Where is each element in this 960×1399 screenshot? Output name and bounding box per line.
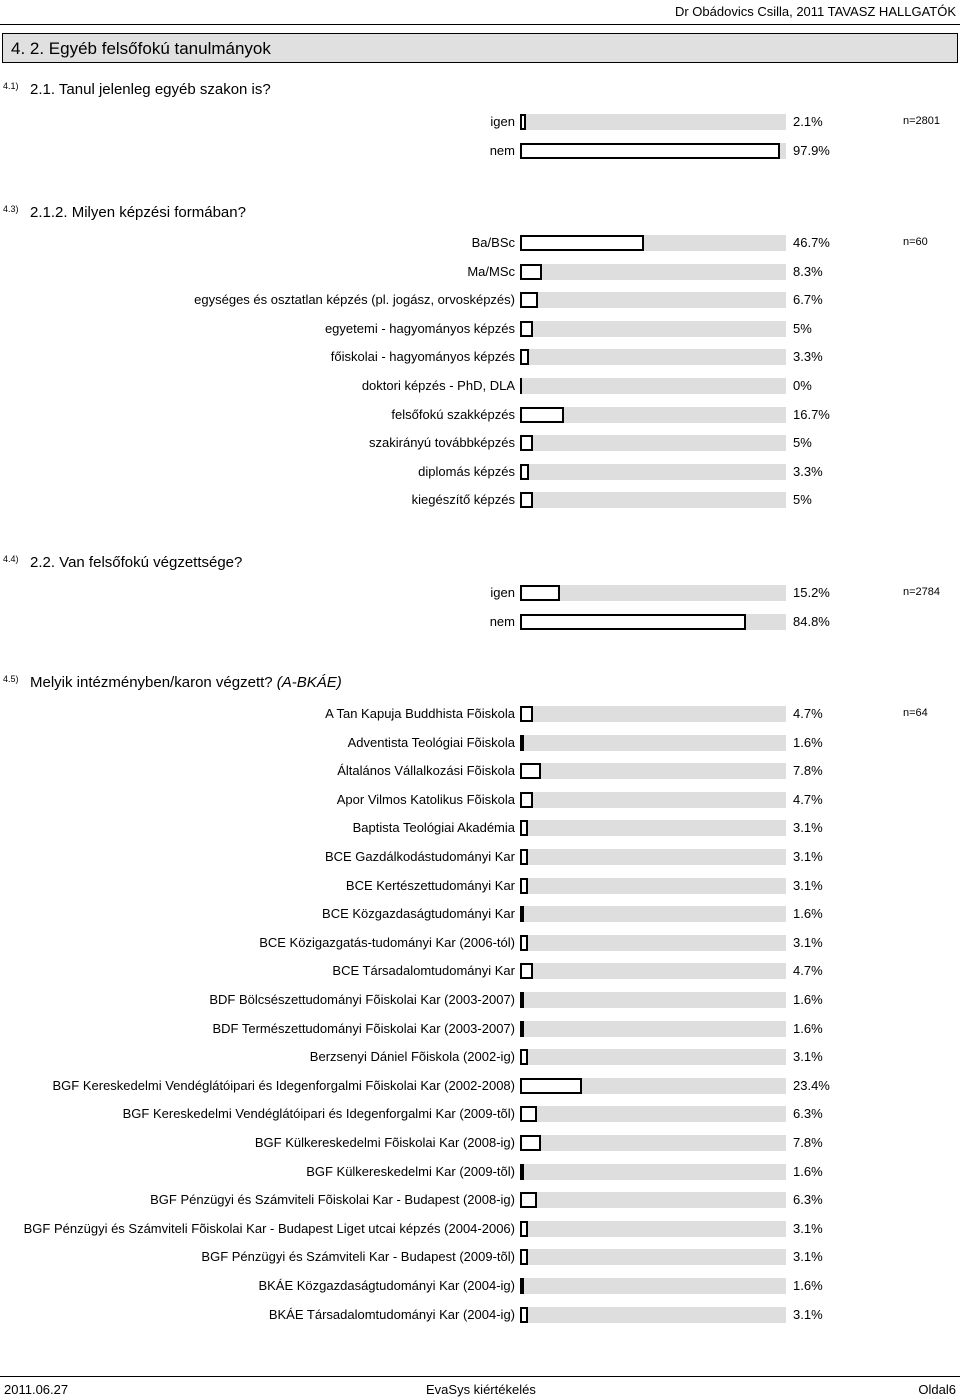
bar-track	[520, 1249, 786, 1265]
answer-label: diplomás képzés	[418, 464, 515, 479]
answer-label: egyetemi - hagyományos képzés	[324, 321, 515, 336]
answer-percent: 3.1%	[793, 1221, 823, 1236]
answer-label: Ma/MSc	[467, 264, 515, 279]
answer-percent: 15.2%	[793, 585, 830, 600]
bar-fill	[520, 706, 533, 722]
bar-fill	[520, 407, 564, 423]
bar-track	[520, 292, 786, 308]
answer-label: Adventista Teológiai Fõiskola	[347, 735, 515, 750]
bar-track	[520, 935, 786, 951]
respondent-count: n=2784	[903, 586, 941, 598]
bar-track	[520, 906, 786, 922]
question-title-text: 2.1.2. Milyen képzési formában?	[30, 204, 246, 221]
answer-percent: 1.6%	[793, 1164, 823, 1179]
answer-percent: 1.6%	[793, 1278, 823, 1293]
bar-track	[520, 435, 786, 451]
bar-track	[520, 1135, 786, 1151]
bar-fill	[520, 614, 746, 630]
bar-fill	[520, 1278, 524, 1294]
bar-fill	[520, 763, 541, 779]
bar-track	[520, 464, 786, 480]
bar-track	[520, 1278, 786, 1294]
bar-track	[520, 1021, 786, 1037]
bar-fill	[520, 992, 524, 1008]
answer-label: BDF Természettudományi Fõiskolai Kar (2003-2007)	[212, 1021, 515, 1036]
footer-page: Oldal6	[918, 1382, 956, 1397]
answer-label: BKÁE Közgazdaságtudományi Kar (2004-ig)	[258, 1278, 515, 1293]
answer-label: BGF Pénzügyi és Számviteli Kar - Budapest (2009-tõl)	[201, 1249, 515, 1264]
bar-track	[520, 1078, 786, 1094]
answer-percent: 6.3%	[793, 1106, 823, 1121]
answer-percent: 1.6%	[793, 1021, 823, 1036]
bar-fill	[520, 321, 533, 337]
answer-label: BKÁE Társadalomtudományi Kar (2004-ig)	[268, 1307, 515, 1322]
bar-track	[520, 378, 786, 394]
question-title	[30, 204, 246, 221]
answer-label: BCE Társadalomtudományi Kar	[332, 963, 515, 978]
bar-track	[520, 849, 786, 865]
bar-track	[520, 143, 786, 159]
answer-percent: 5%	[793, 321, 812, 336]
answer-percent: 2.1%	[793, 114, 823, 129]
bar-fill	[520, 1221, 528, 1237]
answer-percent: 3.1%	[793, 935, 823, 950]
answer-percent: 1.6%	[793, 992, 823, 1007]
answer-label: A Tan Kapuja Buddhista Fõiskola	[325, 706, 515, 721]
bar-fill	[520, 878, 528, 894]
answer-label: Baptista Teológiai Akadémia	[352, 820, 515, 835]
answer-label: nem	[489, 614, 515, 629]
bar-fill	[520, 349, 529, 365]
bar-track	[520, 114, 786, 130]
bar-fill	[520, 792, 533, 808]
answer-label: Általános Vállalkozási Fõiskola	[337, 763, 515, 778]
answer-label: Ba/BSc	[471, 235, 515, 250]
answer-percent: 3.1%	[793, 1307, 823, 1322]
answer-label: szakirányú továbbképzés	[369, 435, 515, 450]
answer-label: nem	[489, 143, 515, 158]
bar-track	[520, 235, 786, 251]
bar-fill	[520, 1135, 541, 1151]
answer-percent: 7.8%	[793, 763, 823, 778]
answer-label: kiegészítő képzés	[411, 492, 515, 507]
answer-percent: 3.3%	[793, 349, 823, 364]
answer-percent: 4.7%	[793, 706, 823, 721]
bar-track	[520, 1049, 786, 1065]
bar-track	[520, 1221, 786, 1237]
answer-label: BDF Bölcsészettudományi Fõiskolai Kar (2003-2007)	[209, 992, 515, 1007]
answer-label: főiskolai - hagyományos képzés	[330, 349, 515, 364]
section-header	[2, 33, 958, 63]
section-title: 4. 2. Egyéb felsőfokú tanulmányok	[11, 39, 271, 58]
answer-percent: 97.9%	[793, 143, 830, 158]
bar-fill	[520, 492, 533, 508]
answer-percent: 46.7%	[793, 235, 830, 250]
bar-fill	[520, 1307, 528, 1323]
question-number: 4.1)	[3, 81, 19, 91]
answer-percent: 84.8%	[793, 614, 830, 629]
bar-fill	[520, 1049, 528, 1065]
answer-percent: 4.7%	[793, 792, 823, 807]
bar-fill	[520, 1164, 524, 1180]
bar-fill	[520, 292, 538, 308]
bar-track	[520, 963, 786, 979]
answer-label: doktori képzés - PhD, DLA	[361, 378, 515, 393]
question-title-text: Melyik intézményben/karon végzett?	[30, 674, 273, 691]
footer-date: 2011.06.27	[4, 1382, 69, 1397]
answer-label: igen	[490, 114, 515, 129]
answer-label: BCE Kertészettudományi Kar	[345, 878, 515, 893]
bar-fill	[520, 585, 560, 601]
bar-track	[520, 321, 786, 337]
answer-label: BGF Pénzügyi és Számviteli Fõiskolai Kar - Budapest (2008-ig)	[150, 1192, 515, 1207]
bar-fill	[520, 735, 524, 751]
bar-track	[520, 614, 786, 630]
bar-fill	[520, 264, 542, 280]
bar-track	[520, 349, 786, 365]
respondent-count: n=60	[903, 236, 928, 248]
bar-fill	[520, 963, 533, 979]
bar-track	[520, 792, 786, 808]
bar-fill	[520, 849, 528, 865]
bar-fill	[520, 114, 526, 130]
bar-fill	[520, 820, 528, 836]
answer-percent: 3.1%	[793, 1049, 823, 1064]
question-title-italic: (A-BKÁE)	[276, 674, 342, 691]
answer-label: BCE Közgazdaságtudományi Kar	[322, 906, 515, 921]
bar-track	[520, 763, 786, 779]
answer-percent: 7.8%	[793, 1135, 823, 1150]
report-author: Dr Obádovics Csilla, 2011 TAVASZ HALLGATÓK	[674, 4, 956, 19]
answer-percent: 3.3%	[793, 464, 823, 479]
question-title	[30, 554, 242, 571]
bar-track	[520, 1192, 786, 1208]
bar-fill	[520, 235, 644, 251]
answer-percent: 3.1%	[793, 1249, 823, 1264]
answer-label: felsőfokú szakképzés	[391, 407, 515, 422]
bar-track	[520, 878, 786, 894]
bar-track	[520, 706, 786, 722]
answer-percent: 1.6%	[793, 735, 823, 750]
answer-percent: 6.3%	[793, 1192, 823, 1207]
bar-track	[520, 1106, 786, 1122]
answer-percent: 8.3%	[793, 264, 823, 279]
footer-center: EvaSys kiértékelés	[426, 1382, 536, 1397]
answer-percent: 6.7%	[793, 292, 823, 307]
answer-label: BGF Külkereskedelmi Fõiskolai Kar (2008-ig)	[254, 1135, 515, 1150]
answer-label: BGF Pénzügyi és Számviteli Fõiskolai Kar - Budapest Liget utcai képzés (2004-2006)	[23, 1221, 515, 1236]
bar-fill	[520, 906, 524, 922]
answer-percent: 23.4%	[793, 1078, 830, 1093]
bar-track	[520, 992, 786, 1008]
bar-track	[520, 1164, 786, 1180]
bar-track	[520, 1307, 786, 1323]
answer-percent: 3.1%	[793, 849, 823, 864]
answer-label: BGF Kereskedelmi Vendéglátóipari és Idegenforgalmi Fõiskolai Kar (2002-2008)	[52, 1078, 515, 1093]
answer-label: igen	[490, 585, 515, 600]
bar-fill	[520, 1021, 524, 1037]
answer-label: Berzsenyi Dániel Fõiskola (2002-ig)	[309, 1049, 515, 1064]
answer-percent: 5%	[793, 435, 812, 450]
bar-track	[520, 264, 786, 280]
answer-percent: 5%	[793, 492, 812, 507]
answer-label: BCE Közigazgatás-tudományi Kar (2006-tól)	[259, 935, 515, 950]
answer-percent: 16.7%	[793, 407, 830, 422]
answer-percent: 3.1%	[793, 878, 823, 893]
bar-track	[520, 735, 786, 751]
question-number: 4.5)	[3, 674, 19, 684]
answer-label: BCE Gazdálkodástudományi Kar	[324, 849, 515, 864]
question-number: 4.4)	[3, 554, 19, 564]
bar-fill	[520, 1078, 582, 1094]
question-title	[30, 81, 271, 98]
answer-label: Apor Vilmos Katolikus Fõiskola	[336, 792, 515, 807]
bar-fill	[520, 464, 529, 480]
bar-track	[520, 492, 786, 508]
answer-percent: 1.6%	[793, 906, 823, 921]
bar-fill	[520, 1106, 537, 1122]
bar-fill	[520, 143, 780, 159]
bar-track	[520, 820, 786, 836]
bar-fill	[520, 935, 528, 951]
answer-label: BGF Kereskedelmi Vendéglátóipari és Idegenforgalmi Kar (2009-tõl)	[122, 1106, 515, 1121]
answer-percent: 0%	[793, 378, 812, 393]
answer-label: egységes és osztatlan képzés (pl. jogász, orvosképzés)	[194, 292, 515, 307]
answer-percent: 3.1%	[793, 820, 823, 835]
respondent-count: n=64	[903, 707, 928, 719]
bar-fill	[520, 1192, 537, 1208]
respondent-count: n=2801	[903, 115, 941, 127]
question-number: 4.3)	[3, 204, 19, 214]
header-rule	[0, 24, 960, 25]
bar-track	[520, 585, 786, 601]
question-title-text: 2.2. Van felsőfokú végzettsége?	[30, 554, 243, 571]
footer-rule	[0, 1376, 960, 1377]
bar-fill	[520, 435, 533, 451]
question-title	[30, 674, 342, 691]
bar-fill	[520, 378, 523, 394]
answer-percent: 4.7%	[793, 963, 823, 978]
bar-fill	[520, 1249, 528, 1265]
answer-label: BGF Külkereskedelmi Kar (2009-tõl)	[306, 1164, 515, 1179]
question-title-text: 2.1. Tanul jelenleg egyéb szakon is?	[30, 81, 271, 98]
bar-track	[520, 407, 786, 423]
